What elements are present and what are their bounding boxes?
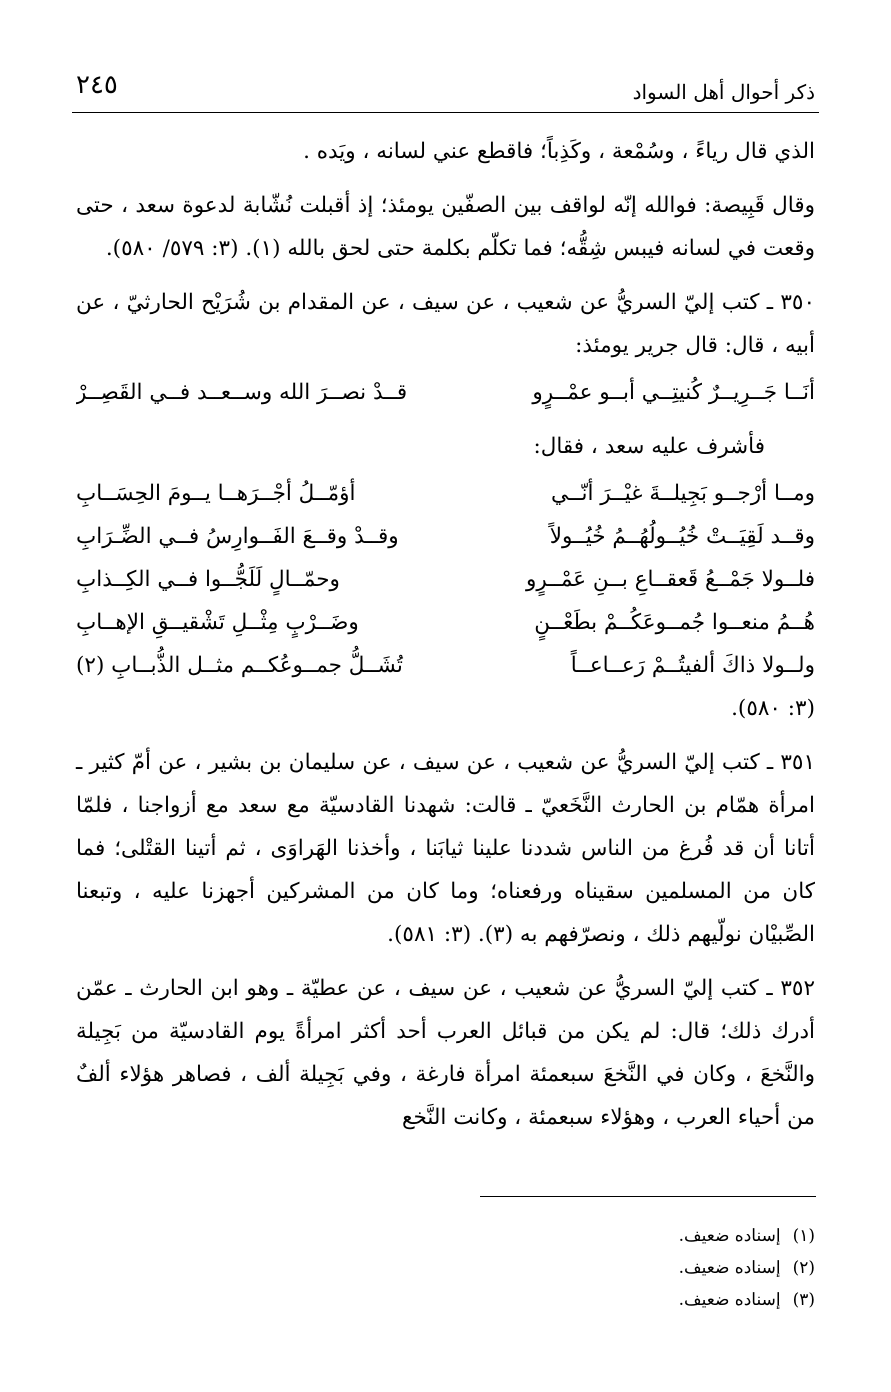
- verse-block-jarir: [76, 371, 815, 414]
- verse-second-hemistich: وقــدْ وقــعَ الفَــوارِسُ فــي الضِّـرَابِ: [76, 524, 399, 549]
- header-rule: [72, 112, 819, 113]
- verse-first-hemistich: ولــولا ذاكَ ألفيتُــمْ رَعــاعــاً: [570, 653, 815, 678]
- verse-line: [76, 371, 815, 414]
- main-text: [76, 130, 815, 1139]
- footnote-item: [415, 1284, 815, 1316]
- running-header-title: ذكر أحوال أهل السواد: [632, 80, 815, 104]
- paragraph-1: الذي قال رياءً ، وسُمْعة ، وكَذِباً؛ فاقطع عني لسانه ، ويَده .: [303, 139, 815, 164]
- verse-first-hemistich: فلــولا جَمْــعُ قَعقــاعِ بــنِ عَمْــرٍو: [525, 567, 815, 592]
- verse-second-hemistich: وحمّــالٍ لَلَجُّــوا فــي الكِــذابِ: [76, 567, 340, 592]
- paragraph-351: ٣٥١ ـ كتب إليّ السريُّ عن شعيب ، عن سيف ، عن سليمان بن بشير ، عن أمّ كثير ـ امرأة همّام بن الحارث النَّخَعيّ ـ قالت: شهدنا القادسيّة مع سعد مع أزواجنا ، فلمّا أتانا أن قد فُرغ من الناس شددنا علينا ثيابَنا ، وأخذنا الهَراوَى ، ثم أتينا القتْلى؛ فما كان من المسلمين سقيناه ورفعناه؛ وما كان من المشركين أجهزنا عليه ، وتبعنا الصِّبيْان نولّيهم ذلك ، ونصرّفهم به (٣). (٣: ٥٨١).: [76, 750, 816, 947]
- paragraph-2: وقال قَبِيصة: فوالله إنّه لواقف بين الصفّين يومئذ؛ إذ أقبلت نُشّابة لدعوة سعد ، حتى وقعت في لسانه فيبس شِقُّه؛ فما تكلّم بكلمة حتى لحق بالله (١). (٣: ٥٧٩/ ٥٨٠).: [76, 193, 815, 261]
- verse-second-hemistich: قــدْ نصــرَ الله وســعــد فــي القَصِــرْ: [76, 380, 408, 405]
- verse-second-hemistich: تُشَــلُّ جمــوعُكــم مثــل الذُّبــابِ (٢): [76, 653, 403, 678]
- footnote-item: [415, 1220, 815, 1252]
- verse-first-hemistich: ومــا أرْجــو بَجِيلــةَ غيْــرَ أنّــي: [551, 481, 815, 506]
- verse-first-hemistich: أنَــا جَــرِيــرٌ كُنيتِــي أبــو عمْــرٍو: [532, 380, 815, 405]
- verse-first-hemistich: هُــمُ منعــوا جُمــوعَكُــمْ بطَعْــنٍ: [534, 610, 815, 635]
- footnote-number: (٢): [792, 1258, 815, 1278]
- footnote-rule: [480, 1196, 816, 1197]
- paragraph-352: ٣٥٢ ـ كتب إليّ السريُّ عن شعيب ، عن سيف ، عن عطيّة ـ وهو ابن الحارث ـ عمّن أدرك ذلك؛ قال: لم يكن من قبائل العرب أحد أكثر امرأةً يوم القادسيّة من بَجِيلة والنَّخعَ ، وكان في النَّخعَ سبعمئة امرأة فارغة ، وفي بَجِيلة ألف ، فصاهر هؤلاء ألفٌ من أحياء العرب ، وهؤلاء سبعمئة ، وكانت النَّخع: [76, 976, 815, 1130]
- footnotes: [415, 1220, 815, 1316]
- verse-first-hemistich: وقــد لَقِيَــتْ خُيُــولُهُــمُ خُيُــولاً: [549, 524, 815, 549]
- verse-line: [76, 515, 815, 558]
- paragraph-350: ٣٥٠ ـ كتب إليّ السريُّ عن شعيب ، عن سيف ، عن المقدام بن شُرَيْح الحارثيّ ، عن أبيه ، قال: قال جرير يومئذ:: [76, 290, 815, 358]
- footnote-text: إسناده ضعيف.: [678, 1290, 781, 1310]
- verse-line: [76, 601, 815, 644]
- footnote-number: (١): [792, 1226, 815, 1246]
- page-number: ٢٤٥: [76, 70, 118, 100]
- footnote-text: إسناده ضعيف.: [678, 1258, 781, 1278]
- citation-580: (٣: ٥٨٠).: [731, 696, 815, 721]
- verse-second-hemistich: وضَــرْبٍ مِثْــلِ تَشْقيــقِ الإهــابِ: [76, 610, 359, 635]
- verse-line: [76, 558, 815, 601]
- verse-block-saad: [76, 472, 815, 687]
- verse-second-hemistich: أؤمّــلُ أجْــرَهــا يــومَ الحِسَــابِ: [76, 481, 356, 506]
- footnote-number: (٣): [792, 1290, 815, 1310]
- footnote-item: [415, 1252, 815, 1284]
- footnote-text: إسناده ضعيف.: [678, 1226, 781, 1246]
- verse-line: [76, 472, 815, 515]
- verse-line: [76, 644, 815, 687]
- paragraph-saad-intro: فأشرف عليه سعد ، فقال:: [533, 434, 765, 459]
